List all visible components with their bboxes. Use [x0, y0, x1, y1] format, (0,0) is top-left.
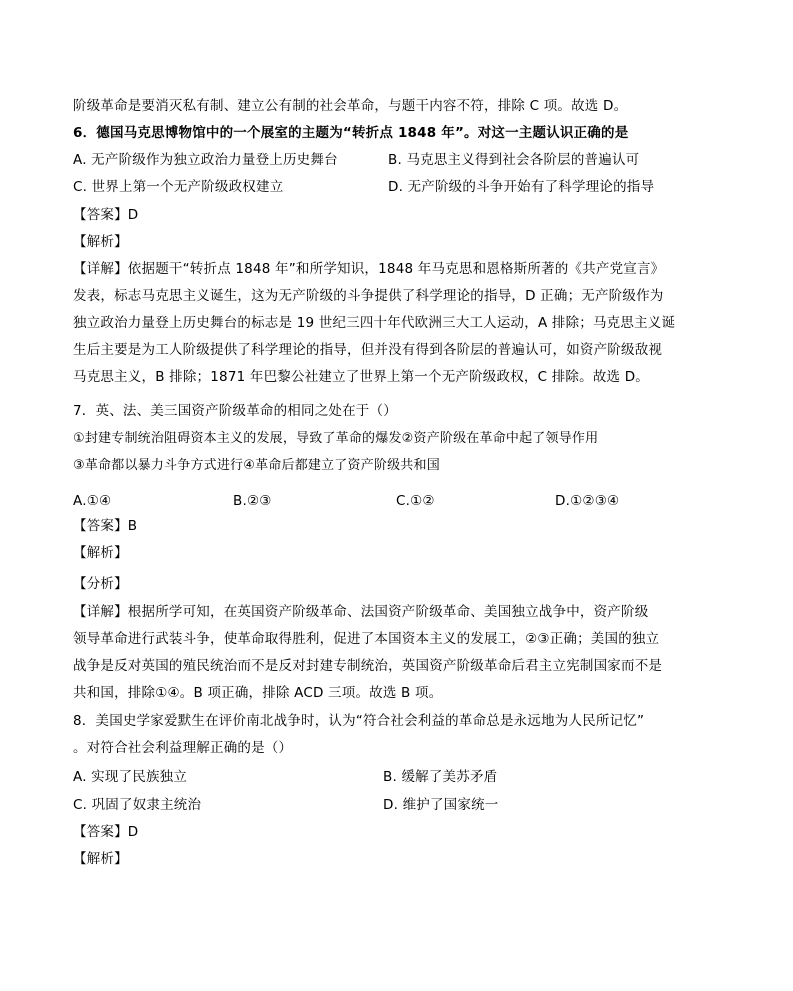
paragraph-line: 阶级革命是要消灭私有制、建立公有制的社会革命，与题干内容不符，排除 C 项。故选 D。 — [73, 98, 628, 114]
question-6-option-d: D. 无产阶级的斗争开始有了科学理论的指导 — [388, 179, 655, 195]
question-6-answer: 【答案】D — [73, 207, 139, 223]
question-7-option-c: C.①② — [396, 493, 435, 509]
question-6-detail-line: 【详解】依据题干“转折点 1848 年”和所学知识，1848 年马克思和恩格斯所著的《共产党宣言》 — [73, 261, 665, 277]
question-7-detail-line: 战争是反对英国的殖民统治而不是反对封建专制统治，英国资产阶级革命后君主立宪制国家而不是 — [73, 658, 663, 674]
question-8-option-c: C. 巩固了奴隶主统治 — [73, 797, 202, 813]
question-7-detail-line: 领导革命进行武装斗争，使革命取得胜利，促进了本国资本主义的发展工，②③正确；美国的独立 — [73, 631, 660, 647]
question-6-detail-line: 独立政治力量登上历史舞台的标志是 19 世纪三四十年代欧洲三大工人运动，A 排除；马克思主义诞 — [73, 315, 676, 331]
question-7-detail-line: 【详解】根据所学可知，在英国资产阶级革命、法国资产阶级革命、美国独立战争中，资产阶级 — [73, 604, 649, 620]
question-6-detail-line: 马克思主义，B 排除；1871 年巴黎公社建立了世界上第一个无产阶级政权，C 排除。故选 D。 — [73, 369, 650, 385]
question-6-option-a: A. 无产阶级作为独立政治力量登上历史舞台 — [73, 152, 338, 168]
question-8-option-b: B. 缓解了美苏矛盾 — [383, 769, 498, 785]
question-8-stem: 8．美国史学家爱默生在评价南北战争时，认为“符合社会利益的革命总是永远地为人民所记忆” — [73, 713, 645, 729]
question-6-option-b: B. 马克思主义得到社会各阶层的普遍认可 — [388, 152, 640, 168]
question-6-detail-line: 生后主要是为工人阶级提供了科学理论的指导，但并没有得到各阶层的普遍认可，如资产阶级敌视 — [73, 342, 663, 358]
question-8-option-a: A. 实现了民族独立 — [73, 769, 188, 785]
question-6-stem: 6．德国马克思博物馆中的一个展室的主题为“转折点 1848 年”。对这一主题认识正确的是 — [73, 125, 629, 141]
question-7-stem: 7．英、法、美三国资产阶级革命的相同之处在于（） — [73, 403, 397, 419]
question-6-option-c: C. 世界上第一个无产阶级政权建立 — [73, 179, 284, 195]
question-7-fenxi-heading: 【分析】 — [73, 576, 128, 592]
question-8-option-d: D. 维护了国家统一 — [383, 797, 499, 813]
question-7-items-line: ③革命都以暴力斗争方式进行④革命后都建立了资产阶级共和国 — [73, 458, 440, 473]
question-7-option-b: B.②③ — [233, 493, 272, 509]
question-7-answer: 【答案】B — [73, 518, 138, 534]
question-6-detail-line: 发表，标志马克思主义诞生，这为无产阶级的斗争提供了科学理论的指导，D 正确；无产阶级作为 — [73, 288, 664, 304]
question-8-answer: 【答案】D — [73, 824, 139, 840]
question-7-option-a: A.①④ — [73, 493, 112, 509]
question-7-items-line: ①封建专制统治阻碍资本主义的发展，导致了革命的爆发②资产阶级在革命中起了领导作用 — [73, 431, 599, 446]
question-7-detail-line: 共和国，排除①④。B 项正确，排除 ACD 三项。故选 B 项。 — [73, 685, 443, 701]
question-8-analysis-heading: 【解析】 — [73, 851, 128, 867]
question-8-stem: 。对符合社会利益理解正确的是（） — [73, 740, 293, 756]
question-7-analysis-heading: 【解析】 — [73, 545, 128, 561]
question-7-option-d: D.①②③④ — [555, 493, 620, 509]
question-6-analysis-heading: 【解析】 — [73, 234, 128, 250]
